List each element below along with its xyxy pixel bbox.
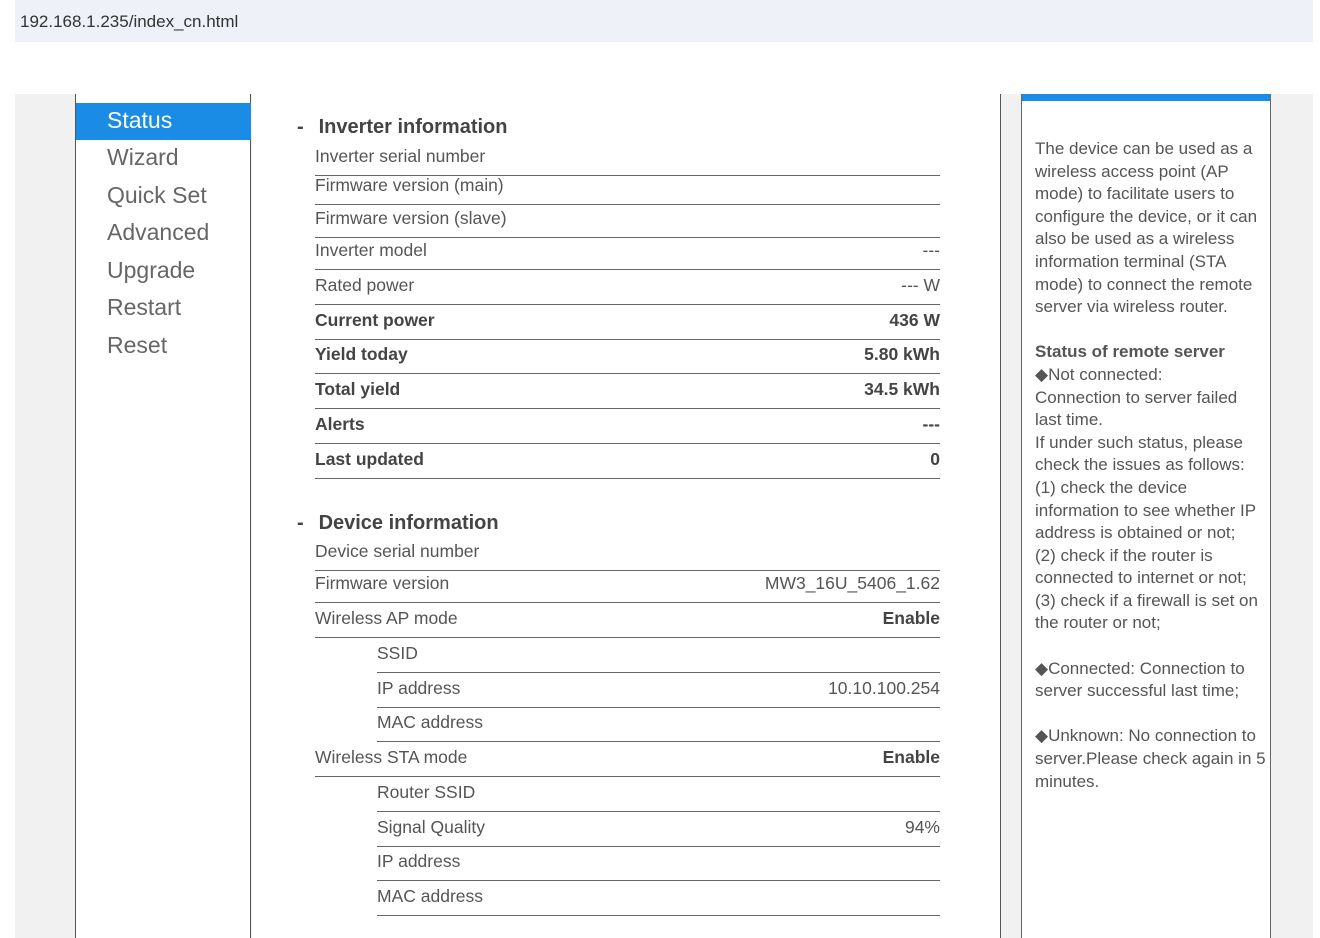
nav-item-restart[interactable]: Restart — [107, 294, 182, 320]
inverter-row-yield-today — [315, 340, 940, 374]
nav-item-reset[interactable]: Reset — [107, 332, 168, 358]
help-panel-accent-bar — [1022, 94, 1270, 101]
row-value: 436 W — [889, 310, 940, 330]
help-check-3: (3) check if a firewall is set on the router or not; — [1035, 590, 1258, 633]
device-section-title — [297, 512, 499, 535]
device-row-ap-ip — [377, 674, 940, 708]
row-label: Firmware version — [315, 573, 450, 593]
device-row-ap-mode — [315, 604, 940, 638]
inverter-section-title — [297, 116, 507, 139]
nav-item-upgrade[interactable]: Upgrade — [107, 257, 196, 283]
row-label: Firmware version (slave) — [315, 208, 507, 228]
row-label: Router SSID — [377, 782, 476, 802]
row-value: 0 — [930, 449, 940, 469]
row-label: Inverter serial number — [315, 146, 486, 166]
row-label: MAC address — [377, 712, 484, 732]
row-label: Signal Quality — [377, 817, 485, 837]
nav-item-quick-set[interactable]: Quick Set — [107, 182, 207, 208]
row-value: --- — [922, 414, 940, 434]
help-not-connected-desc: Connection to server failed last time. — [1035, 387, 1238, 430]
help-status-title: Status of remote server — [1035, 342, 1225, 362]
inverter-row-current-power — [315, 306, 940, 340]
address-bar[interactable] — [15, 0, 1313, 42]
help-check-2: (2) check if the router is connected to internet or not; — [1035, 545, 1247, 588]
help-intro: The device can be used as a wireless access point (AP mode) to facilitate users to configure the device, or it can also be used as a wireless information terminal (STA mode) to connect the remote server via wireless router. — [1035, 139, 1258, 317]
device-row-ap-mac — [377, 708, 940, 742]
row-value: 94% — [904, 817, 940, 837]
nav-item-wizard[interactable]: Wizard — [107, 144, 179, 170]
row-value: 34.5 kWh — [864, 379, 940, 399]
sidebar-nav — [75, 94, 251, 938]
row-label: Device serial number — [315, 541, 480, 561]
device-row-sta-ip — [377, 847, 940, 881]
inverter-row-model — [315, 236, 940, 270]
device-title-text: Device information — [318, 512, 499, 534]
help-unknown: ◆Unknown: No connection to server.Please check again in 5 minutes. — [1035, 726, 1266, 791]
row-label: Total yield — [315, 379, 401, 399]
row-value: --- W — [901, 275, 940, 295]
device-row-serial — [315, 537, 940, 571]
inverter-row-total-yield — [315, 375, 940, 409]
help-connected: ◆Connected: Connection to server successful last time; — [1035, 658, 1245, 701]
nav-item-advanced[interactable]: Advanced — [107, 219, 210, 245]
inverter-row-fw-slave — [315, 204, 940, 238]
row-label: Inverter model — [315, 240, 427, 260]
inverter-row-alerts — [315, 410, 940, 444]
row-label: MAC address — [377, 886, 484, 906]
collapse-toggle-icon[interactable]: - — [297, 116, 304, 138]
inverter-row-fw-main — [315, 171, 940, 205]
row-label: Current power — [315, 310, 435, 330]
help-text — [1035, 138, 1267, 793]
help-check-1: (1) check the device information to see whether IP address is obtained or not; — [1035, 477, 1256, 543]
device-row-sta-mac — [377, 882, 940, 916]
row-label: Wireless STA mode — [315, 747, 468, 767]
inverter-row-rated-power — [315, 271, 940, 305]
device-row-firmware — [315, 569, 940, 603]
device-row-router-ssid — [377, 778, 940, 812]
row-value: --- — [922, 240, 940, 260]
row-label: SSID — [377, 643, 418, 663]
row-label: Alerts — [315, 414, 365, 434]
row-label: IP address — [377, 851, 461, 871]
inverter-title-text: Inverter information — [318, 116, 508, 138]
help-check-intro: If under such status, please check the issues as follows: — [1035, 432, 1245, 475]
row-label: Firmware version (main) — [315, 175, 504, 195]
row-value: 5.80 kWh — [864, 344, 940, 364]
device-row-signal-quality — [377, 813, 940, 847]
row-label: Wireless AP mode — [315, 608, 458, 628]
url-text[interactable]: 192.168.1.235/index_cn.html — [20, 12, 239, 31]
row-label: Last updated — [315, 449, 424, 469]
row-value: MW3_16U_5406_1.62 — [764, 573, 940, 593]
row-label: Yield today — [315, 344, 408, 364]
device-row-ap-ssid — [377, 639, 940, 673]
row-label: IP address — [377, 678, 461, 698]
row-value: Enable — [882, 747, 940, 767]
device-row-sta-mode — [315, 743, 940, 777]
collapse-toggle-icon[interactable]: - — [297, 512, 304, 534]
inverter-row-last-updated — [315, 445, 940, 479]
help-not-connected: ◆Not connected: — [1035, 364, 1163, 384]
row-value: 10.10.100.254 — [828, 678, 940, 698]
help-panel — [1021, 94, 1271, 938]
row-label: Rated power — [315, 275, 415, 295]
row-value: Enable — [882, 608, 940, 628]
nav-item-status[interactable]: Status — [76, 103, 251, 140]
